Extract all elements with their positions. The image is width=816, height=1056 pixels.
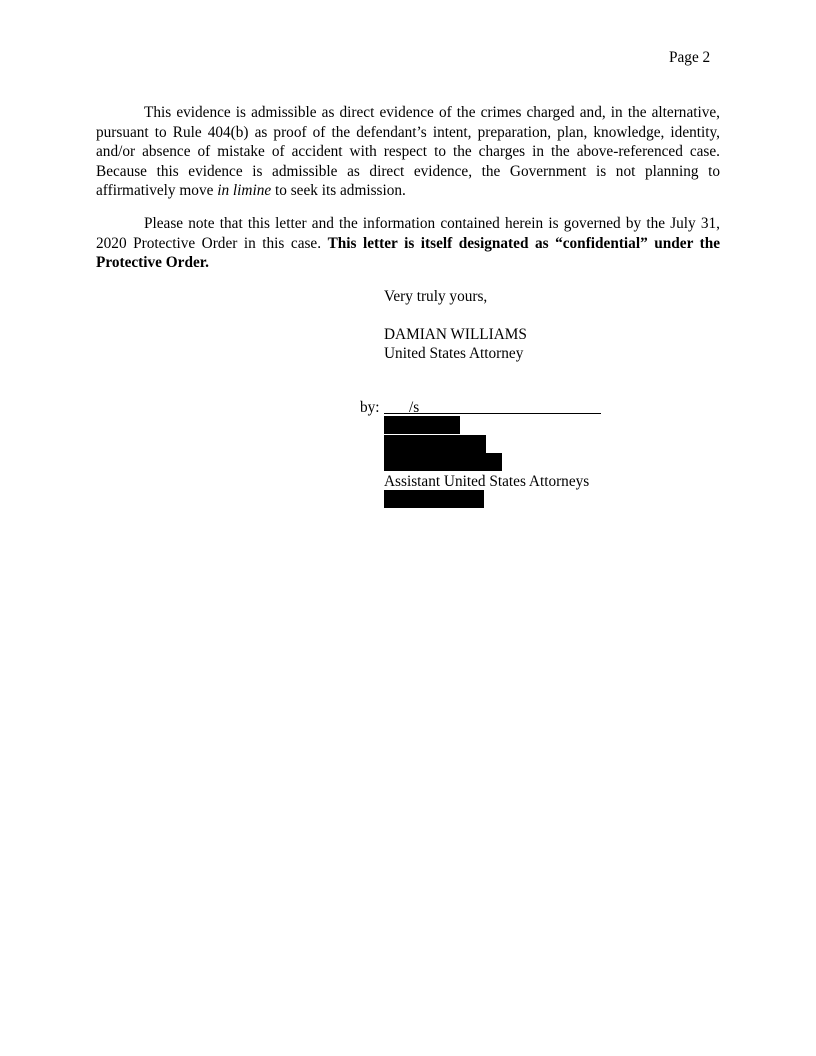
redaction-bar — [384, 453, 502, 471]
signer-title: United States Attorney — [384, 345, 524, 362]
paragraph-text: to seek its admission. — [271, 182, 406, 200]
redaction-bar — [384, 435, 486, 453]
redaction-bar — [384, 416, 460, 434]
paragraph-text: Please note that this letter and the information contained herein is governed by the July 31, 2020 Protective Order in this case. — [96, 215, 720, 252]
page-number: Page 2 — [669, 49, 711, 66]
signature-mark: /s — [409, 399, 420, 416]
redaction-bar — [384, 490, 484, 508]
signer-name: DAMIAN WILLIAMS — [384, 326, 527, 343]
paragraph-admissibility — [96, 103, 720, 201]
by-label: by: — [360, 399, 380, 416]
confidential-designation: This letter is itself designated as “confidential” under the Protective Order. — [96, 234, 720, 272]
signer-role: Assistant United States Attorneys — [384, 473, 590, 490]
paragraph-text: This evidence is admissible as direct evidence of the crimes charged and, in the alternative, pursuant to Rule 404(b) as proof of the defendant’s intent, preparation, plan, knowledge, identity, and/or absence of mistake of accident with respect to the charges in the above-referenced case. Because this evidence is admissible as direct evidence, the Government is not planning to affirmatively move — [96, 104, 720, 200]
italic-term: in limine — [217, 182, 272, 200]
closing: Very truly yours, — [384, 288, 488, 305]
paragraph-protective-order — [96, 214, 720, 273]
